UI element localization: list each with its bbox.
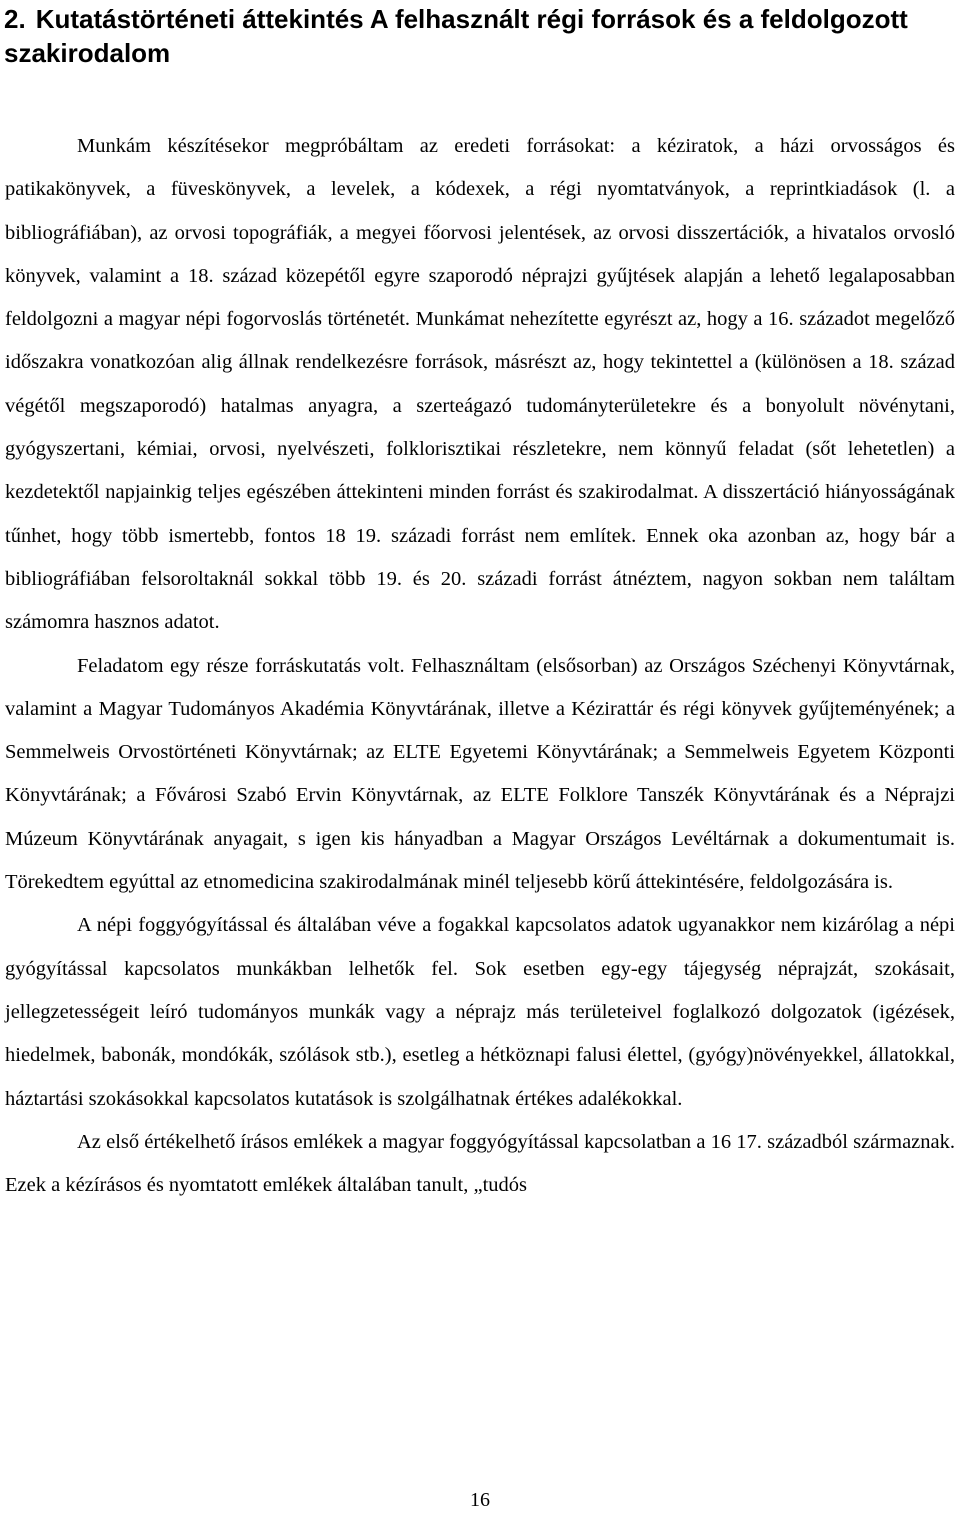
paragraph-early-records: Az első értékelhető írásos emlékek a magyar foggyógyítással kapcsolatban a 16 17. századból származnak. Ezek a kézírásos és nyomtatott emlékek általában tanult, „tudós (5, 1130, 955, 1197)
section-title: Kutatástörténeti áttekintés A felhasznált régi források és a feldolgozott szakirodalom (4, 4, 908, 68)
section-heading (4, 2, 956, 70)
paragraph-folk-dentistry: A népi foggyógyítással és általában véve a fogakkal kapcsolatos adatok ugyanakkor nem kizárólag a népi gyógyítással kapcsolatos munkákban lelhetők fel. Sok esetben egy-egy tájegység néprajzát, szokásait, jellegzetességeit leíró tudományos munkák vagy a néprajz más területeivel foglalkozó dolgozatok (igézések, hiedelmek, babonák, mondókák, szólások stb.), esetleg a hétköznapi falusi élettel, (gyógy)növényekkel, állatokkal, háztartási szokásokkal kapcsolatos kutatások is szolgálhatnak értékes adalékokkal. (5, 914, 955, 1110)
paragraph-sources: Munkám készítésekor megpróbáltam az eredeti forrásokat: a kéziratok, a házi orvosságos és patikakönyvek, a füveskönyvek, a levelek, a kódexek, a régi nyomtatványok, a reprintkiadások (l. a bibliográfiában), az orvosi topográfiák, a megyei főorvosi jelentések, az orvosi disszertációk, a hivatalos orvosló könyvek, valamint a 18. század közepétől egyre szaporodó néprajzi gyűjtések alapján a lehető legalaposabban feldolgozni a magyar népi fogorvoslás történetét. Munkámat nehezítette egyrészt az, hogy a 16. századot megelőző időszakra vonatkozóan alig állnak rendelkezésre források, másrészt az, hogy tekintettel a (különösen a 18. század végétől megszaporodó) hatalmas anyagra, a szerteágazó tudományterületekre és a bonyolult növénytani, gyógyszertani, kémiai, orvosi, nyelvészeti, folklorisztikai részletekre, nem könnyű feladat (sőt lehetetlen) a kezdetektől napjainkig teljes egészében áttekinteni minden forrást és szakirodalmat. A disszertáció hiányosságának tűnhet, hogy több ismertebb, fontos 18 19. századi forrást nem említek. Ennek oka azonban az, hogy bár a bibliográfiában felsoroltaknál sokkal több 19. és 20. századi forrást átnéztem, nagyon sokban nem találtam számomra hasznos adatot. (5, 135, 955, 634)
section-number: 2. (4, 4, 26, 34)
body-text (5, 125, 955, 1207)
page-number: 16 (470, 1489, 490, 1511)
paragraph-libraries: Feladatom egy része forráskutatás volt. Felhasználtam (elsősorban) az Országos Széchenyi Könyvtárnak, valamint a Magyar Tudományos Akadémia Könyvtárának, illetve a Kézirattár és régi könyvek gyűjteményének; a Semmelweis Orvostörténeti Könyvtárnak; az ELTE Egyetemi Könyvtárának; a Semmelweis Egyetem Központi Könyvtárának; a Fővárosi Szabó Ervin Könyvtárnak, az ELTE Folklore Tanszék Könyvtárának és a Néprajzi Múzeum Könyvtárának anyagait, s igen kis hányadban a Magyar Országos Levéltárnak a dokumentumait is. Törekedtem egyúttal az etnomedicina szakirodalmának minél teljesebb körű áttekintésére, feldolgozására is. (5, 654, 955, 894)
